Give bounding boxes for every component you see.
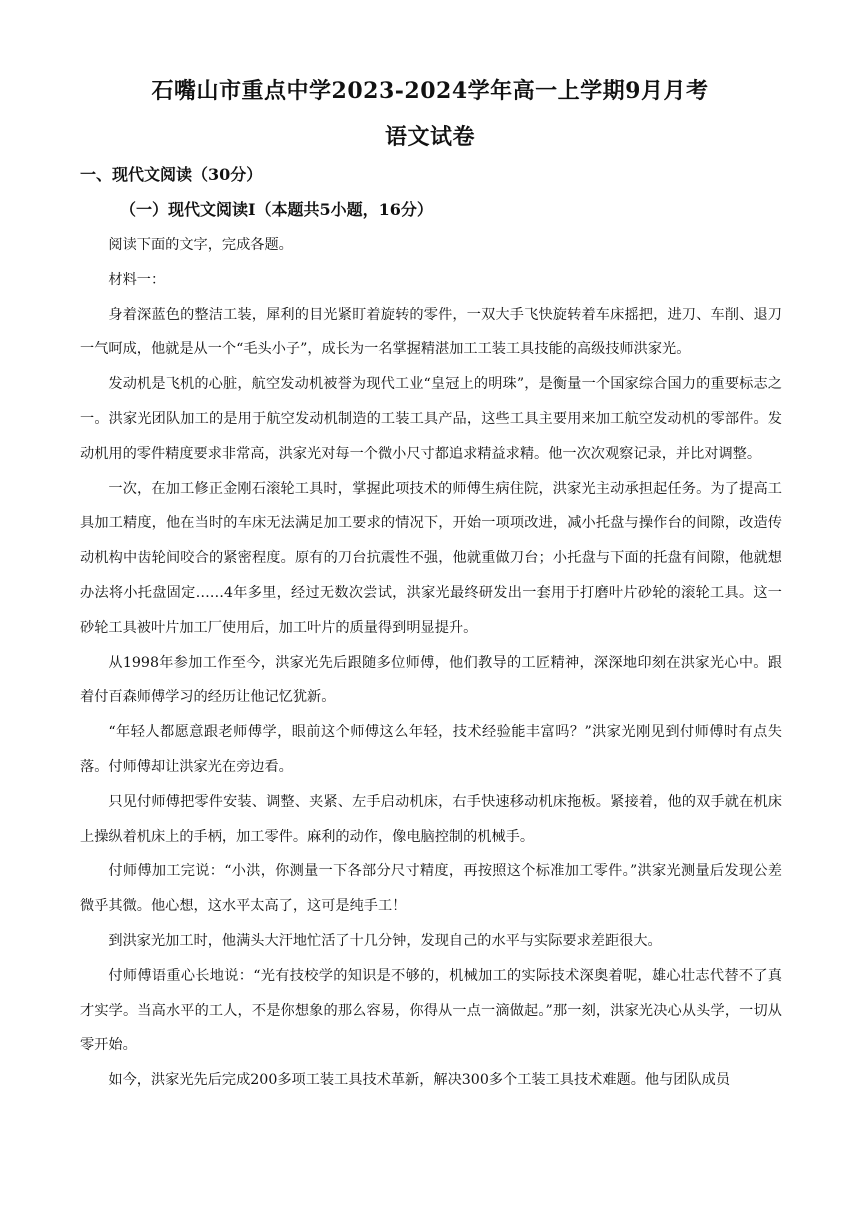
subsection-heading: （一）现代文阅读Ⅰ（本题共5小题，16分） [120, 200, 433, 219]
passage-paragraph: “年轻人都愿意跟老师傅学，眼前这个师傅这么年轻，技术经验能丰富吗？”洪家光刚见到付师傅时有点失落。付师傅却让洪家光在旁边看。 [80, 724, 782, 775]
section-heading: 一、现代文阅读（30分） [80, 165, 263, 184]
passage-paragraph: 一次，在加工修正金刚石滚轮工具时，掌握此项技术的师傅生病住院，洪家光主动承担起任务。为了提高工具加工精度，他在当时的车床无法满足加工要求的情况下，开始一项项改进，减小托盘与操作台的间隙，改造传动机构中齿轮间咬合的紧密程度。原有的刀台抗震性不强，他就重做刀台；小托盘与下面的托盘有间隙，他就想办法将小托盘固定……4年多里，经过无数次尝试，洪家光最终研发出一套用于打磨叶片砂轮的滚轮工具。这一砂轮工具被叶片加工厂使用后，加工叶片的质量得到明显提升。 [80, 480, 782, 636]
material-label: 材料一： [108, 271, 166, 288]
passage-paragraph: 付师傅语重心长地说：“光有技校学的知识是不够的，机械加工的实际技术深奥着呢，雄心壮志代替不了真才实学。当高水平的工人，不是你想象的那么容易，你得从一点一滴做起。”那一刻，洪家光决心从头学，一切从零开始。 [80, 967, 782, 1054]
passage-body [80, 228, 782, 1098]
exam-title: 石嘴山市重点中学2023-2024学年高一上学期9月月考 [151, 78, 709, 104]
passage-paragraph: 付师傅加工完说：“小洪，你测量一下各部分尺寸精度，再按照这个标准加工零件。”洪家光测量后发现公差微乎其微。他心想，这水平太高了，这可是纯手工！ [80, 863, 782, 915]
passage-paragraph: 到洪家光加工时，他满头大汗地忙活了十几分钟，发现自己的水平与实际要求差距很大。 [108, 932, 662, 949]
passage-paragraph: 如今，洪家光先后完成200多项工装工具技术革新，解决300多个工装工具技术难题。他与团队成员 [108, 1072, 731, 1089]
passage-paragraph: 发动机是飞机的心脏，航空发动机被誉为现代工业“皇冠上的明珠”，是衡量一个国家综合国力的重要标志之一。洪家光团队加工的是用于航空发动机制造的工装工具产品，这些工具主要用来加工航空发动机的零部件。发动机用的零件精度要求非常高，洪家光对每一个微小尺寸都追求精益求精。他一次次观察记录，并比对调整。 [80, 376, 782, 462]
instruction-paragraph: 阅读下面的文字，完成各题。 [108, 237, 293, 253]
passage-paragraph: 只见付师傅把零件安装、调整、夹紧、左手启动机床，右手快速移动机床拖板。紧接着，他的双手就在机床上操纵着机床上的手柄，加工零件。麻利的动作，像电脑控制的机械手。 [80, 793, 782, 845]
passage-paragraph: 从1998年参加工作至今，洪家光先后跟随多位师傅，他们教导的工匠精神，深深地印刻在洪家光心中。跟着付百森师傅学习的经历让他记忆犹新。 [80, 654, 782, 706]
passage-paragraph: 身着深蓝色的整洁工装，犀利的目光紧盯着旋转的零件，一双大手飞快旋转着车床摇把，进刀、车削、退刀一气呵成，他就是从一个“毛头小子”，成长为一名掌握精湛加工工装工具技能的高级技师洪家光。 [80, 306, 782, 358]
exam-subtitle: 语文试卷 [384, 124, 475, 150]
